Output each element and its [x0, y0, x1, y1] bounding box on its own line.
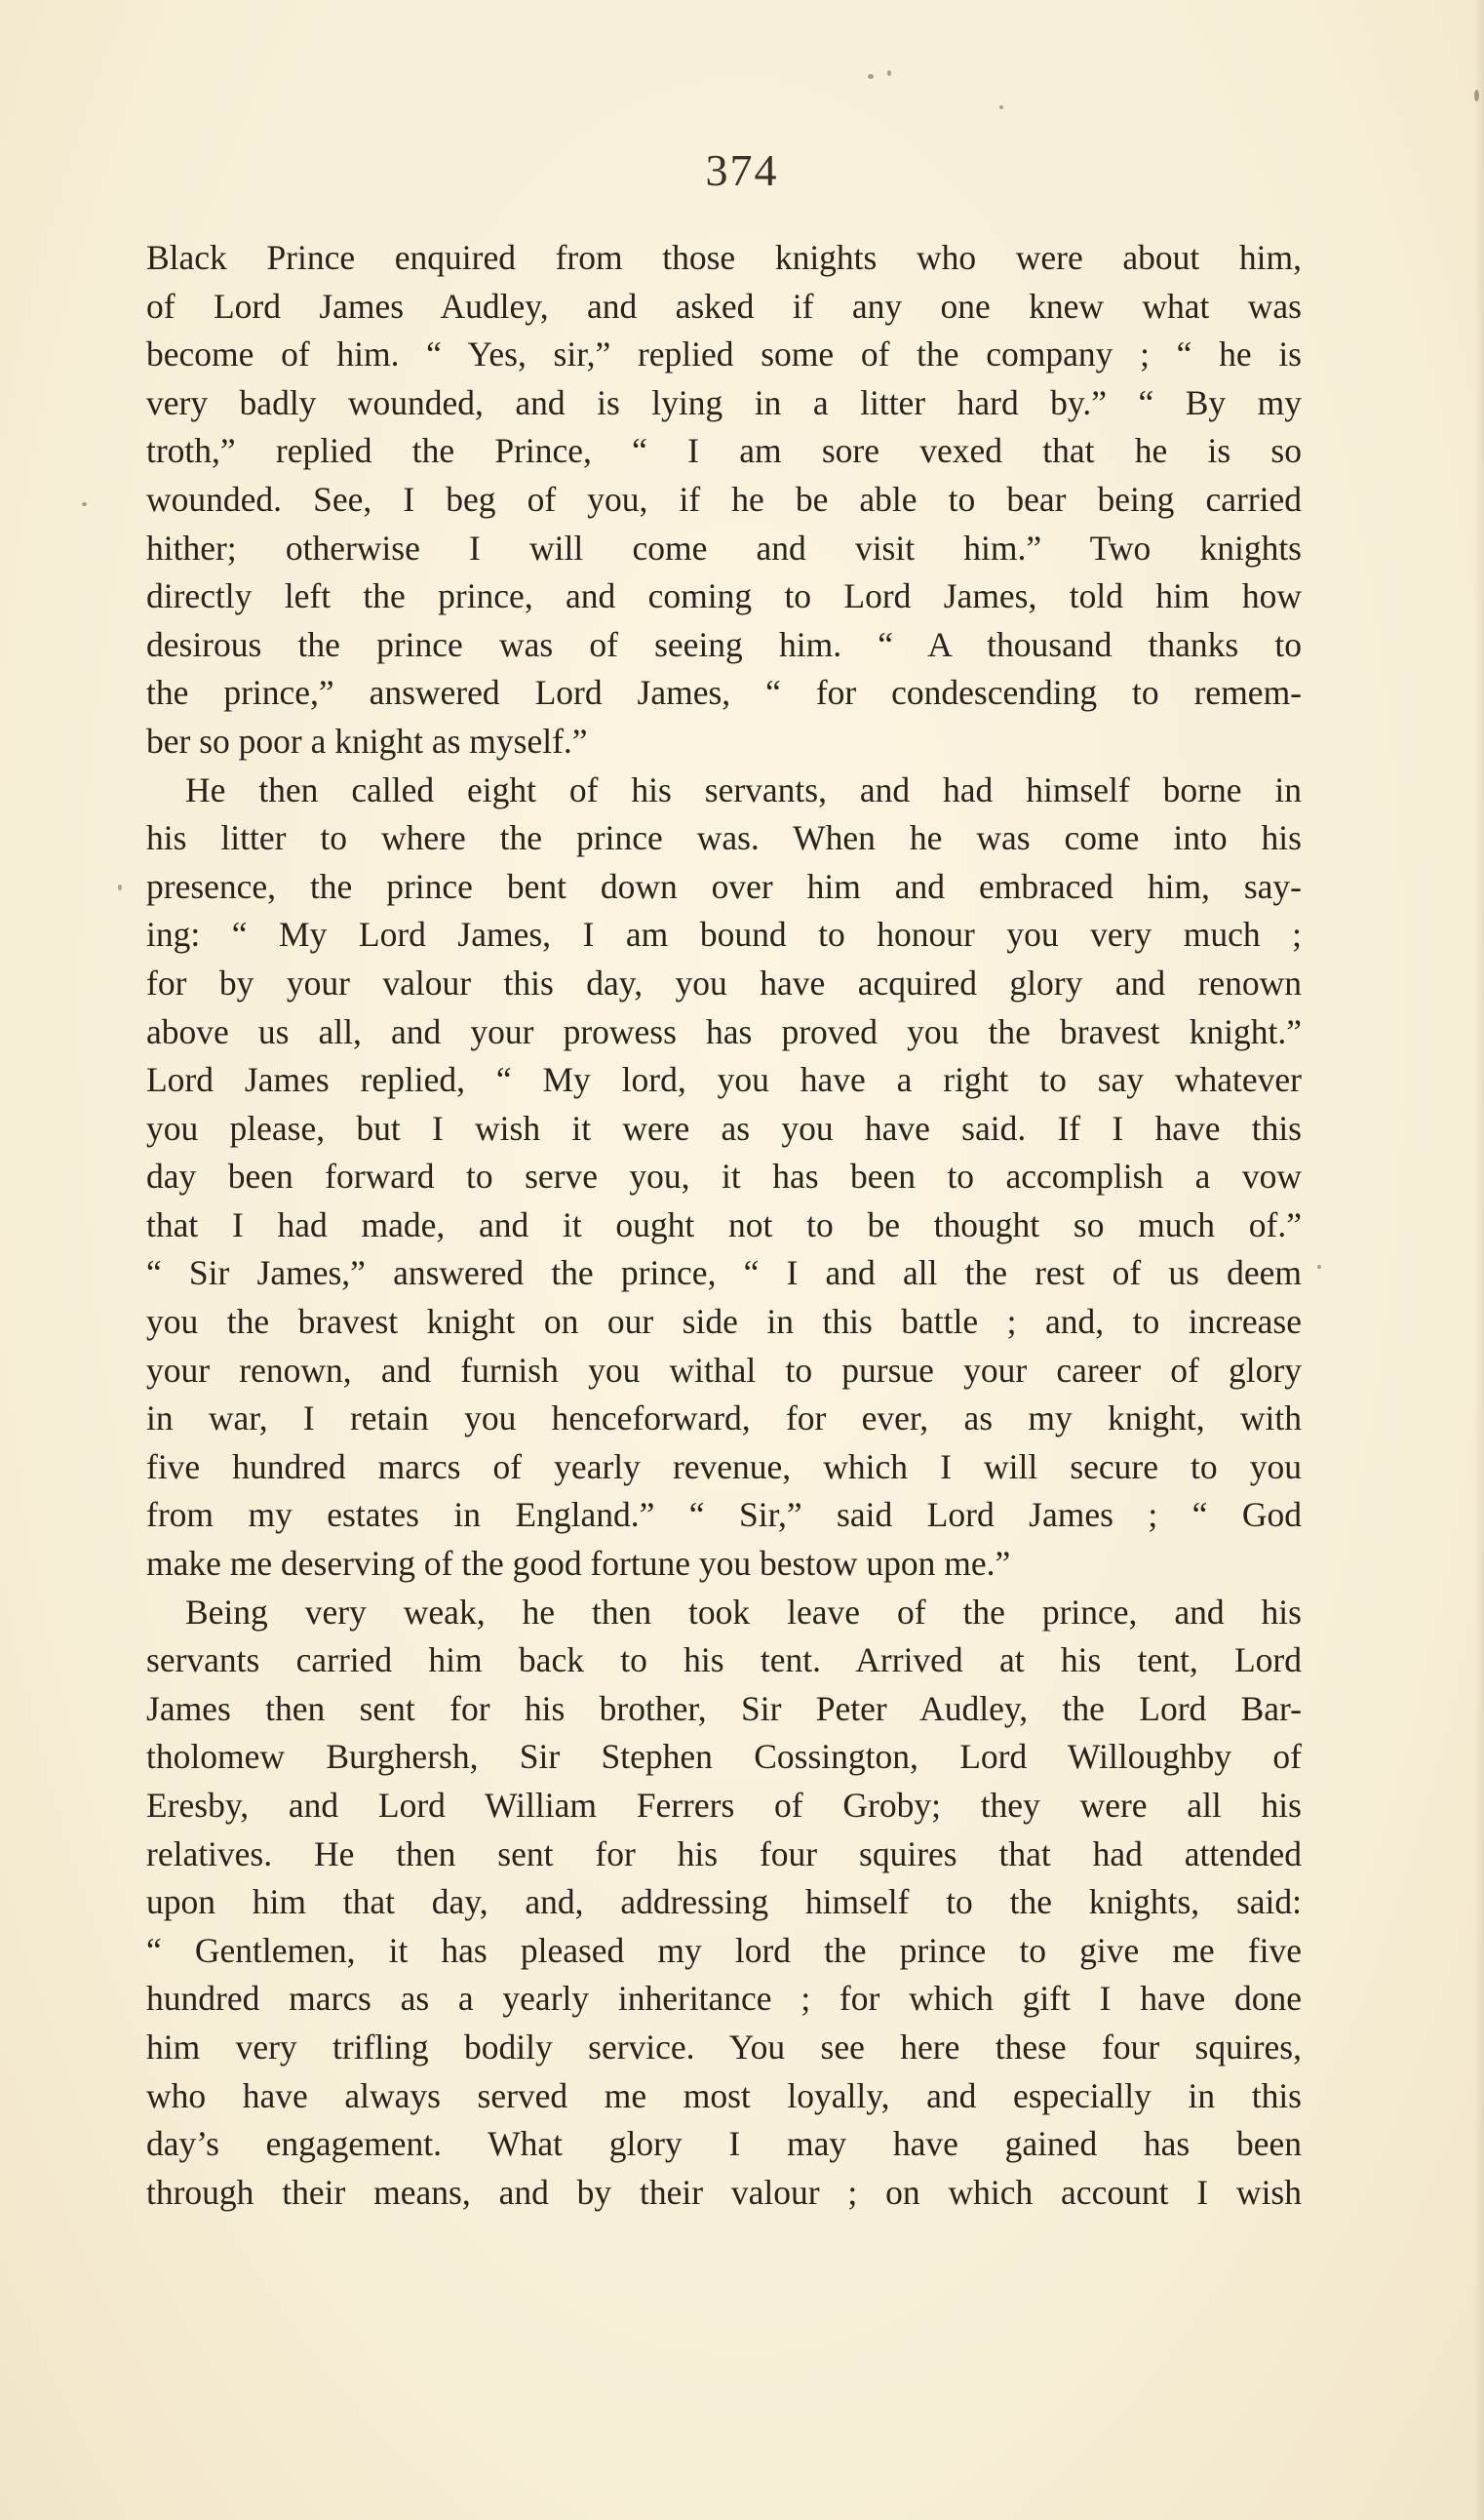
text-line: that I had made, and it ought not to be thought so much of.”	[146, 1204, 1302, 1244]
text-line: Being very weak, he then took leave of the prince, and his	[185, 1592, 1302, 1632]
paper-speck	[868, 74, 874, 79]
text-line: wounded. See, I beg of you, if he be able to bear being carried	[146, 479, 1302, 519]
text-line: who have always served me most loyally, and especially in this	[146, 2075, 1302, 2115]
paper-speck	[999, 105, 1003, 109]
text-line: tholomew Burghersh, Sir Stephen Cossington, Lord Willoughby of	[146, 1737, 1302, 1777]
text-line: He then called eight of his servants, and had himself borne in	[185, 769, 1302, 809]
text-line: through their means, and by their valour ; on which account I wish	[146, 2172, 1302, 2212]
text-line: you please, but I wish it were as you have said. If I have this	[146, 1108, 1302, 1148]
paper-speck	[1474, 90, 1479, 101]
text-line: your renown, and furnish you withal to pursue your career of glory	[146, 1350, 1302, 1390]
paper-speck	[887, 70, 891, 76]
text-line: make me deserving of the good fortune you bestow upon me.”	[146, 1544, 1011, 1584]
text-line: five hundred marcs of yearly revenue, which I will secure to you	[146, 1446, 1302, 1486]
text-line: desirous the prince was of seeing him. “ A thousand thanks to	[146, 624, 1302, 664]
text-line: ing: “ My Lord James, I am bound to honour you very much ;	[146, 915, 1302, 955]
text-line: troth,” replied the Prince, “ I am sore vexed that he is so	[146, 431, 1302, 471]
text-line: “ Sir James,” answered the prince, “ I and all the rest of us deem	[146, 1253, 1302, 1293]
paper-speck	[1317, 1265, 1321, 1269]
text-line: presence, the prince bent down over him and embraced him, say-	[146, 866, 1302, 906]
paper-speck	[118, 885, 122, 890]
paper-speck	[82, 502, 87, 506]
text-line: Black Prince enquired from those knights who were about him,	[146, 238, 1302, 277]
text-line: day’s engagement. What glory I may have gained has been	[146, 2124, 1302, 2164]
page-edge-shadow	[1474, 0, 1484, 2520]
text-line: ber so poor a knight as myself.”	[146, 721, 588, 761]
body-text	[146, 234, 1302, 2217]
text-line: become of him. “ Yes, sir,” replied some of the company ; “ he is	[146, 335, 1302, 374]
text-line: the prince,” answered Lord James, “ for condescending to remem-	[146, 673, 1302, 713]
text-line: for by your valour this day, you have acquired glory and renown	[146, 963, 1302, 1003]
text-line: servants carried him back to his tent. Arrived at his tent, Lord	[146, 1640, 1302, 1680]
text-line: above us all, and your prowess has proved you the bravest knight.”	[146, 1011, 1302, 1051]
text-line: relatives. He then sent for his four squires that had attended	[146, 1833, 1302, 1873]
text-line: day been forward to serve you, it has been to accomplish a vow	[146, 1157, 1302, 1197]
text-line: directly left the prince, and coming to Lord James, told him how	[146, 576, 1302, 616]
page-number: 374	[705, 145, 779, 195]
text-line: Eresby, and Lord William Ferrers of Groby; they were all his	[146, 1786, 1302, 1825]
text-line: of Lord James Audley, and asked if any one knew what was	[146, 286, 1302, 326]
text-line: from my estates in England.” “ Sir,” said Lord James ; “ God	[146, 1495, 1302, 1535]
text-line: “ Gentlemen, it has pleased my lord the prince to give me five	[146, 1930, 1302, 1970]
text-line: James then sent for his brother, Sir Peter Audley, the Lord Bar-	[146, 1688, 1302, 1728]
text-line: hundred marcs as a yearly inheritance ; for which gift I have done	[146, 1979, 1302, 2019]
text-line: hither; otherwise I will come and visit him.” Two knights	[146, 528, 1302, 568]
text-line: upon him that day, and, addressing himself to the knights, said:	[146, 1882, 1302, 1922]
text-line: very badly wounded, and is lying in a litter hard by.” “ By my	[146, 382, 1302, 422]
text-line: in war, I retain you henceforward, for ever, as my knight, with	[146, 1398, 1302, 1438]
text-line: Lord James replied, “ My lord, you have a right to say whatever	[146, 1060, 1302, 1100]
text-line: him very trifling bodily service. You see here these four squires,	[146, 2027, 1302, 2067]
text-line: you the bravest knight on our side in this battle ; and, to increase	[146, 1302, 1302, 1342]
text-line: his litter to where the prince was. When he was come into his	[146, 818, 1302, 858]
